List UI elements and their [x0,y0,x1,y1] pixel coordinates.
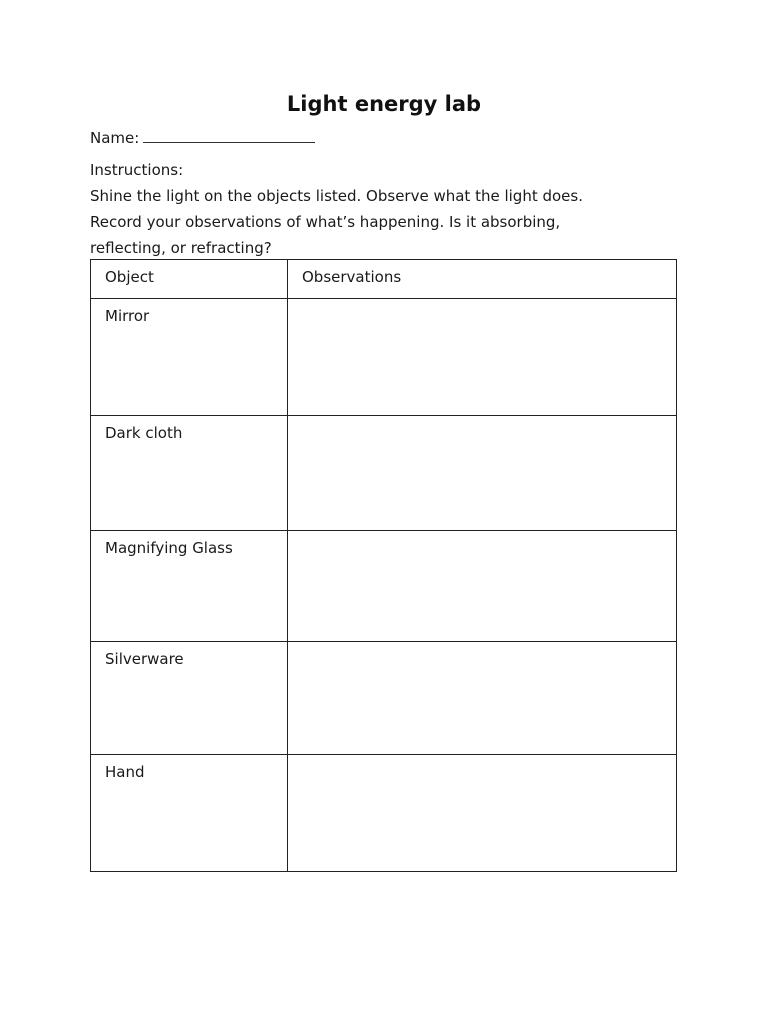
table-row [91,531,677,642]
table-header-row [91,260,677,299]
observation-cell[interactable] [288,531,677,642]
instructions-line: Record your observations of what’s happening. Is it absorbing, [90,213,561,231]
observation-cell[interactable] [288,299,677,416]
column-header-object: Object [91,260,288,299]
observation-table [90,259,677,872]
table-row [91,755,677,872]
page-title: Light energy lab [286,92,482,116]
instructions-heading: Instructions: [90,161,184,179]
table-row [91,642,677,755]
observation-cell[interactable] [288,642,677,755]
name-blank-line[interactable] [143,128,315,143]
observation-cell[interactable] [288,755,677,872]
object-cell: Hand [91,755,288,872]
object-cell: Silverware [91,642,288,755]
observation-cell[interactable] [288,416,677,531]
column-header-observations: Observations [288,260,677,299]
object-cell: Mirror [91,299,288,416]
instructions-line: Shine the light on the objects listed. Observe what the light does. [90,187,583,205]
instructions-line: reflecting, or refracting? [90,239,272,257]
table-row [91,416,677,531]
name-field-row [90,128,315,147]
object-cell: Magnifying Glass [91,531,288,642]
table-row [91,299,677,416]
object-cell: Dark cloth [91,416,288,531]
instructions-block [90,157,690,261]
name-label: Name: [90,129,140,147]
